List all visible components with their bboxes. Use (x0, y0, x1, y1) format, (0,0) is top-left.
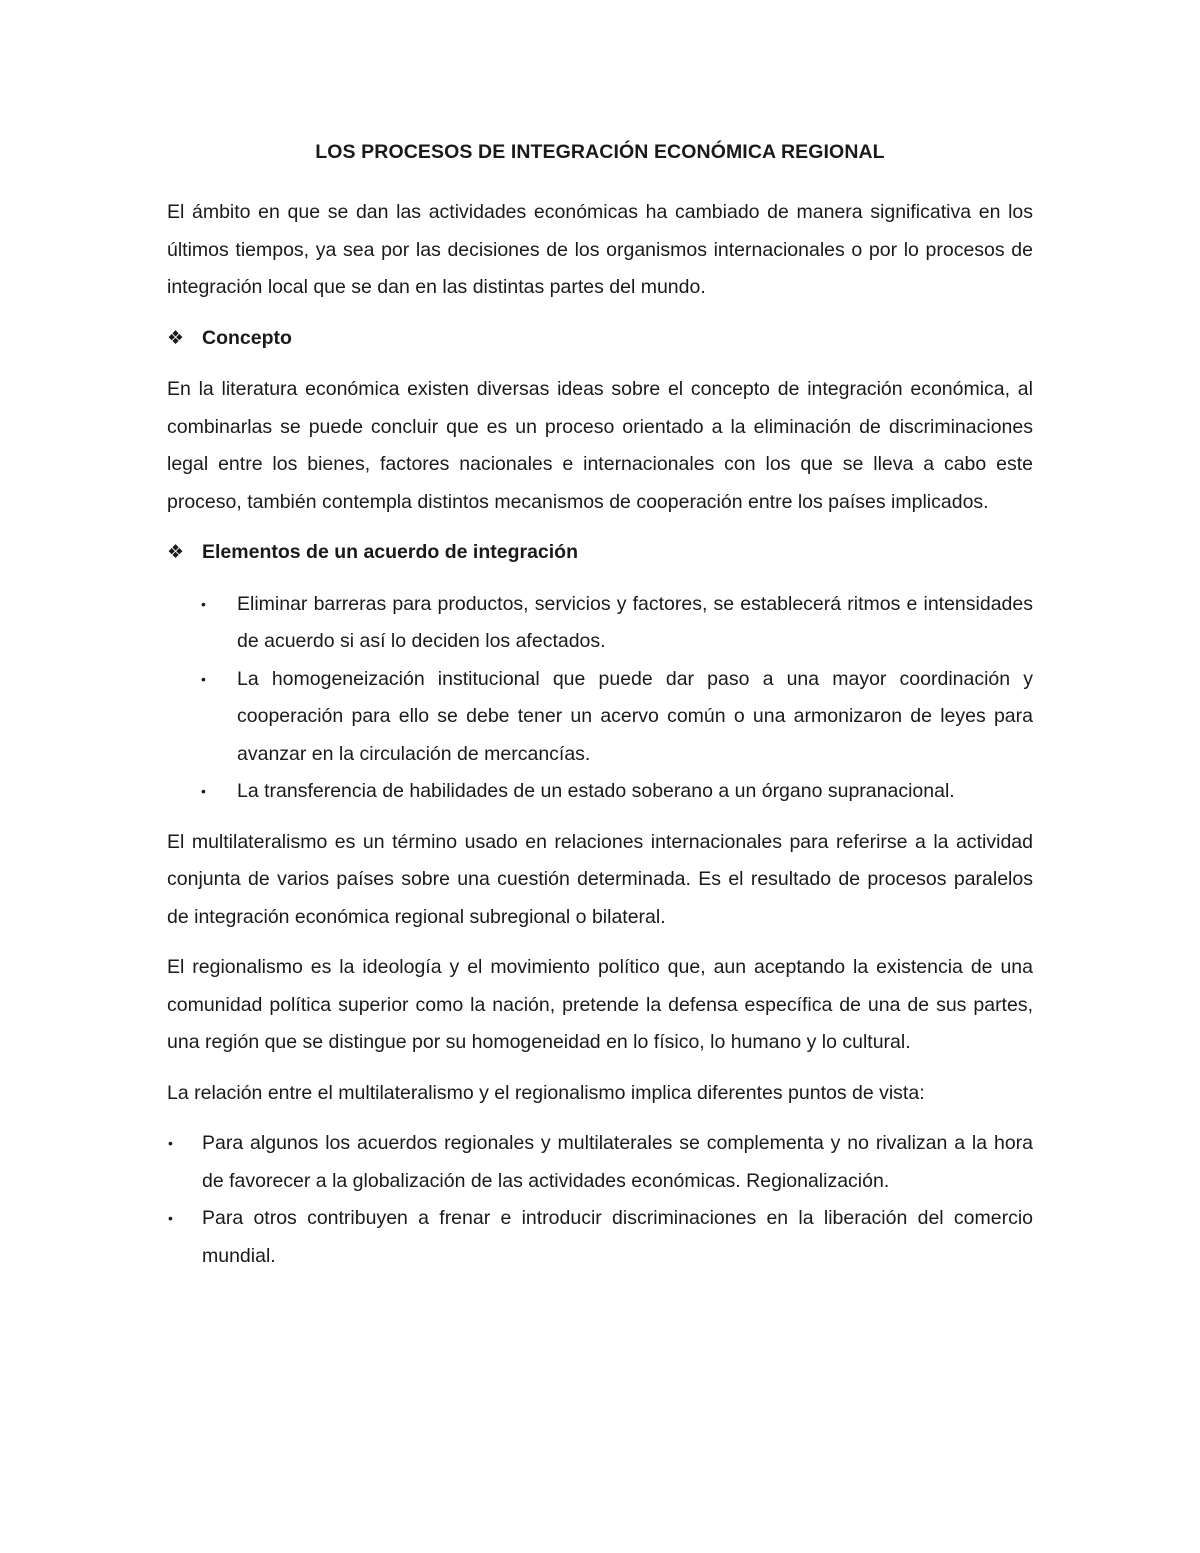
bullet-icon: • (201, 783, 206, 799)
document-body (167, 134, 1033, 1288)
intro-paragraph: El ámbito en que se dan las actividades económicas ha cambiado de manera significativa en los últimos tiempos, ya sea por las decisiones de los organismos internacionales o por lo procesos de integración local que se dan en las distintas partes del mundo. (167, 201, 1033, 298)
list-item-text: Para otros contribuyen a frenar e introducir discriminaciones en la liberación del comercio mundial. (202, 1207, 1033, 1267)
diamond-bullet-icon: ❖ (167, 327, 185, 349)
list-item (167, 773, 1033, 811)
concepto-paragraph: En la literatura económica existen diversas ideas sobre el concepto de integración económica, al combinarlas se puede concluir que es un proceso orientado a la eliminación de discriminaciones legal entre los bienes, factores nacionales e internacionales con los que se lleva a cabo este proceso, también contempla distintos mecanismos de cooperación entre los países implicados. (167, 378, 1033, 513)
bullet-icon: • (201, 670, 206, 687)
list-item (167, 661, 1033, 774)
regionalismo-paragraph: El regionalismo es la ideología y el movimiento político que, aun aceptando la existencia de una comunidad política superior como la nación, pretende la defensa específica de una de sus partes, una región que se distingue por su homogeneidad en lo físico, lo humano y lo cultural. (167, 956, 1033, 1053)
list-item-text: Para algunos los acuerdos regionales y multilaterales se complementa y no rivalizan a la hora de favorecer a la globalización de las actividades económicas. Regionalización. (202, 1132, 1033, 1192)
elementos-list (167, 586, 1033, 811)
list-item (167, 1200, 1033, 1275)
bullet-icon: • (168, 1210, 173, 1226)
puntos-de-vista-list (167, 1125, 1033, 1275)
multilateralismo-paragraph: El multilateralismo es un término usado en relaciones internacionales para referirse a la actividad conjunta de varios países sobre una cuestión determinada. Es el resultado de procesos paralelos de integración económica regional subregional o bilateral. (167, 830, 1033, 928)
section-heading-label: Concepto (202, 326, 292, 349)
list-item-text: Eliminar barreras para productos, servicios y factores, se establecerá ritmos e intensidades de acuerdo si así lo deciden los afectados. (237, 592, 1033, 652)
bullet-icon: • (168, 1135, 173, 1151)
section-heading-elementos (167, 534, 1033, 572)
bullet-icon: • (201, 595, 206, 612)
list-item (167, 586, 1033, 661)
section-heading-concepto (167, 320, 1033, 358)
list-item (167, 1125, 1033, 1200)
list-item-text: La transferencia de habilidades de un estado soberano a un órgano supranacional. (237, 780, 955, 802)
relacion-paragraph: La relación entre el multilateralismo y el regionalismo implica diferentes puntos de vista: (167, 1081, 925, 1104)
document-title: LOS PROCESOS DE INTEGRACIÓN ECONÓMICA REGIONAL (315, 141, 885, 163)
section-heading-label: Elementos de un acuerdo de integración (202, 541, 578, 563)
diamond-bullet-icon: ❖ (167, 542, 185, 563)
list-item-text: La homogeneización institucional que puede dar paso a una mayor coordinación y cooperación para ello se debe tener un acervo común o una armonizaron de leyes para avanzar en la circulación de mercancías. (237, 667, 1033, 765)
